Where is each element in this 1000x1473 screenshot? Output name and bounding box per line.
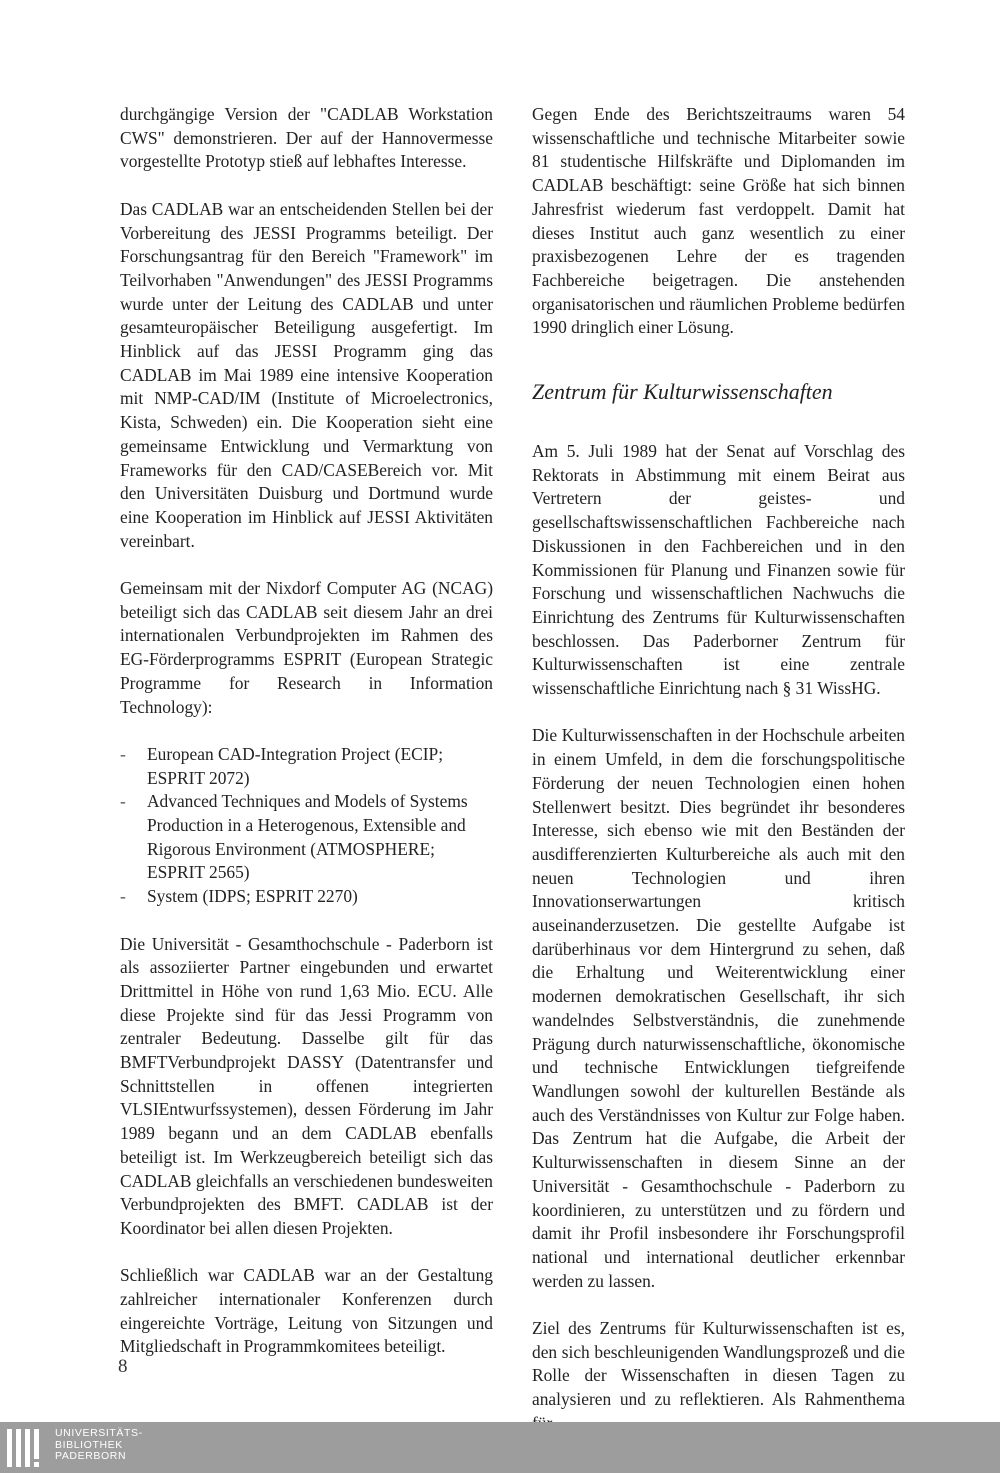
library-footer-bar [0, 1422, 1000, 1473]
list-item: - System (IDPS; ESPRIT 2270) [120, 885, 493, 909]
library-name [55, 1428, 143, 1463]
page-number: 8 [118, 1356, 128, 1377]
paragraph: Die Kulturwissenschaften in der Hochschule arbeiten in einem Umfeld, in dem die forschungspolitische Förderung der neuen Technologien einen hohen Stellenwert besitzt. Dies begründet ihr besonderes Interesse, sich ebenso wie mit den Beständen der ausdifferenzierten Kulturbereiche als auch mit den neuen Technologien und ihren Innovationserwartungen kritisch auseinanderzusetzen. Die gestellte Aufgabe ist darüberhinaus vor dem Hintergrund zu sehen, daß die Erhaltung und Weiterentwicklung einer modernen demokratischen Gesellschaft, ihr sich wandelndes Selbstverständnis, die zunehmende Prägung durch naturwissenschaftliche, ökonomische und technische Entwicklungen tiefgreifende Wandlungen sowohl der kulturellen Bestände als auch des Verständnisses von Kultur zur Folge haben. Das Zentrum hat die Aufgabe, die Arbeit der Kulturwissenschaften in diesem Sinne an der Universität - Gesamthochschule - Paderborn zu koordinieren, zu unterstützen und zu fördern und damit ihr Profil insbesondere ihr Forschungsprofil national und international deutlicher erkennbar werden zu lassen. [532, 725, 905, 1291]
paragraph: durchgängige Version der "CADLAB Workstation CWS" demonstrieren. Der auf der Hannovermesse vorgestellte Prototyp stieß auf lebhaftes Interesse. [120, 104, 493, 172]
paragraph: Gemeinsam mit der Nixdorf Computer AG (NCAG) beteiligt sich das CADLAB seit diesem Jahr an drei internationalen Verbundprojekten im Rahmen des EG-Förderprogramms ESPRIT (European Strategic Programme for Research in Information Technology): [120, 578, 493, 717]
paragraph: Schließlich war CADLAB war an der Gestaltung zahlreicher internationaler Konferenzen durch eingereichte Vorträge, Leitung von Sitzungen und Mitgliedschaft in Programmkomitees beteiligt. [120, 1265, 493, 1357]
library-name-line: BIBLIOTHEK [55, 1438, 123, 1451]
paragraph: Die Universität - Gesamthochschule - Paderborn ist als assoziierter Partner eingebunden und erwartet Drittmittel in Höhe von rund 1,63 Mio. ECU. Alle diese Projekte sind für das Jessi Programm von zentraler Bedeutung. Dasselbe gilt für das BMFTVerbundprojekt DASSY (Datentransfer und Schnittstellen in offenen integrierten VLSIEntwurfssystemen), dessen Förderung im Jahr 1989 begann und an dem CADLAB ebenfalls beteiligt ist. Im Werkzeugbereich beteiligt sich das CADLAB gleichfalls an verschiedenen bundesweiten Verbundprojekten des BMFT. CADLAB ist der Koordinator bei allen diesen Projekten. [120, 933, 493, 1238]
right-column [532, 103, 905, 1459]
list-item: - European CAD-Integration Project (ECIP; ESPRIT 2072) [120, 743, 493, 790]
section-heading: Zentrum für Kulturwissenschaften [532, 379, 833, 405]
list-item: - Advanced Techniques and Models of Systems Production in a Heterogenous, Extensible and Rigorous Environment (ATMOSPHERE; ESPRIT 2565) [120, 790, 493, 885]
library-name-line: UNIVERSITÄTS- [55, 1427, 143, 1439]
esprit-project-list [120, 743, 493, 909]
paragraph: Am 5. Juli 1989 hat der Senat auf Vorschlag des Rektorats in Abstimmung mit einem Beirat aus Vertretern der geistes- und gesellschaftswissenschaftlichen Fachbereiche nach Diskussionen in den Fachbereichen und in den Kommissionen für Planung und Finanzen sowie für Forschung und wissenschaftlichen Nachwuchs die Einrichtung des Zentrums für Kulturwissenschaften beschlossen. Das Paderborner Zentrum für Kulturwissenschaften ist eine zentrale wissenschaftliche Einrichtung nach § 31 WissHG. [532, 441, 905, 699]
left-column [120, 103, 493, 1383]
library-logo-icon [6, 1427, 46, 1469]
paragraph: Ziel des Zentrums für Kulturwissenschaften ist es, den sich beschleunigenden Wandlungsprozeß und die Rolle der Wissenschaften in diesen Tagen zu analysieren und zu reflektieren. Als Rahmenthema [532, 1318, 905, 1410]
library-name-line: PADERBORN [55, 1450, 127, 1462]
paragraph: Gegen Ende des Berichtszeitraums waren 54 wissenschaftliche und technische Mitarbeiter sowie 81 studentische Hilfskräfte und Diplomanden im CADLAB beschäftigt: seine Größe hat sich binnen Jahresfrist wiederum fast verdoppelt. Damit hat dieses Institut auch ganz wesentlich zu einer praxisbezogenen Lehre der es tragenden Fachbereiche beigetragen. Die anstehenden organisatorischen und räumlichen Probleme bedürfen 1990 dringlich einer Lösung. [532, 104, 905, 338]
paragraph: Das CADLAB war an entscheidenden Stellen bei der Vorbereitung des JESSI Programms beteiligt. Der Forschungsantrag für den Bereich "Framework" im Teilvorhaben "Anwendungen" des JESSI Programms wurde unter der Leitung des CADLAB und unter gesamteuropäischer Beteiligung ausgefertigt. Im Hinblick auf das JESSI Programm ging das CADLAB im Mai 1989 eine intensive Kooperation mit NMP-CAD/IM (Institute of Microelectronics, Kista, Schweden) ein. Die Kooperation sieht eine gemeinsame Entwicklung und Vermarktung von Frameworks für den CAD/CASEBereich vor. Mit den Universitäten Duisburg und Dortmund wurde eine Kooperation im Hinblick auf JESSI Aktivitäten vereinbart. [120, 198, 493, 551]
